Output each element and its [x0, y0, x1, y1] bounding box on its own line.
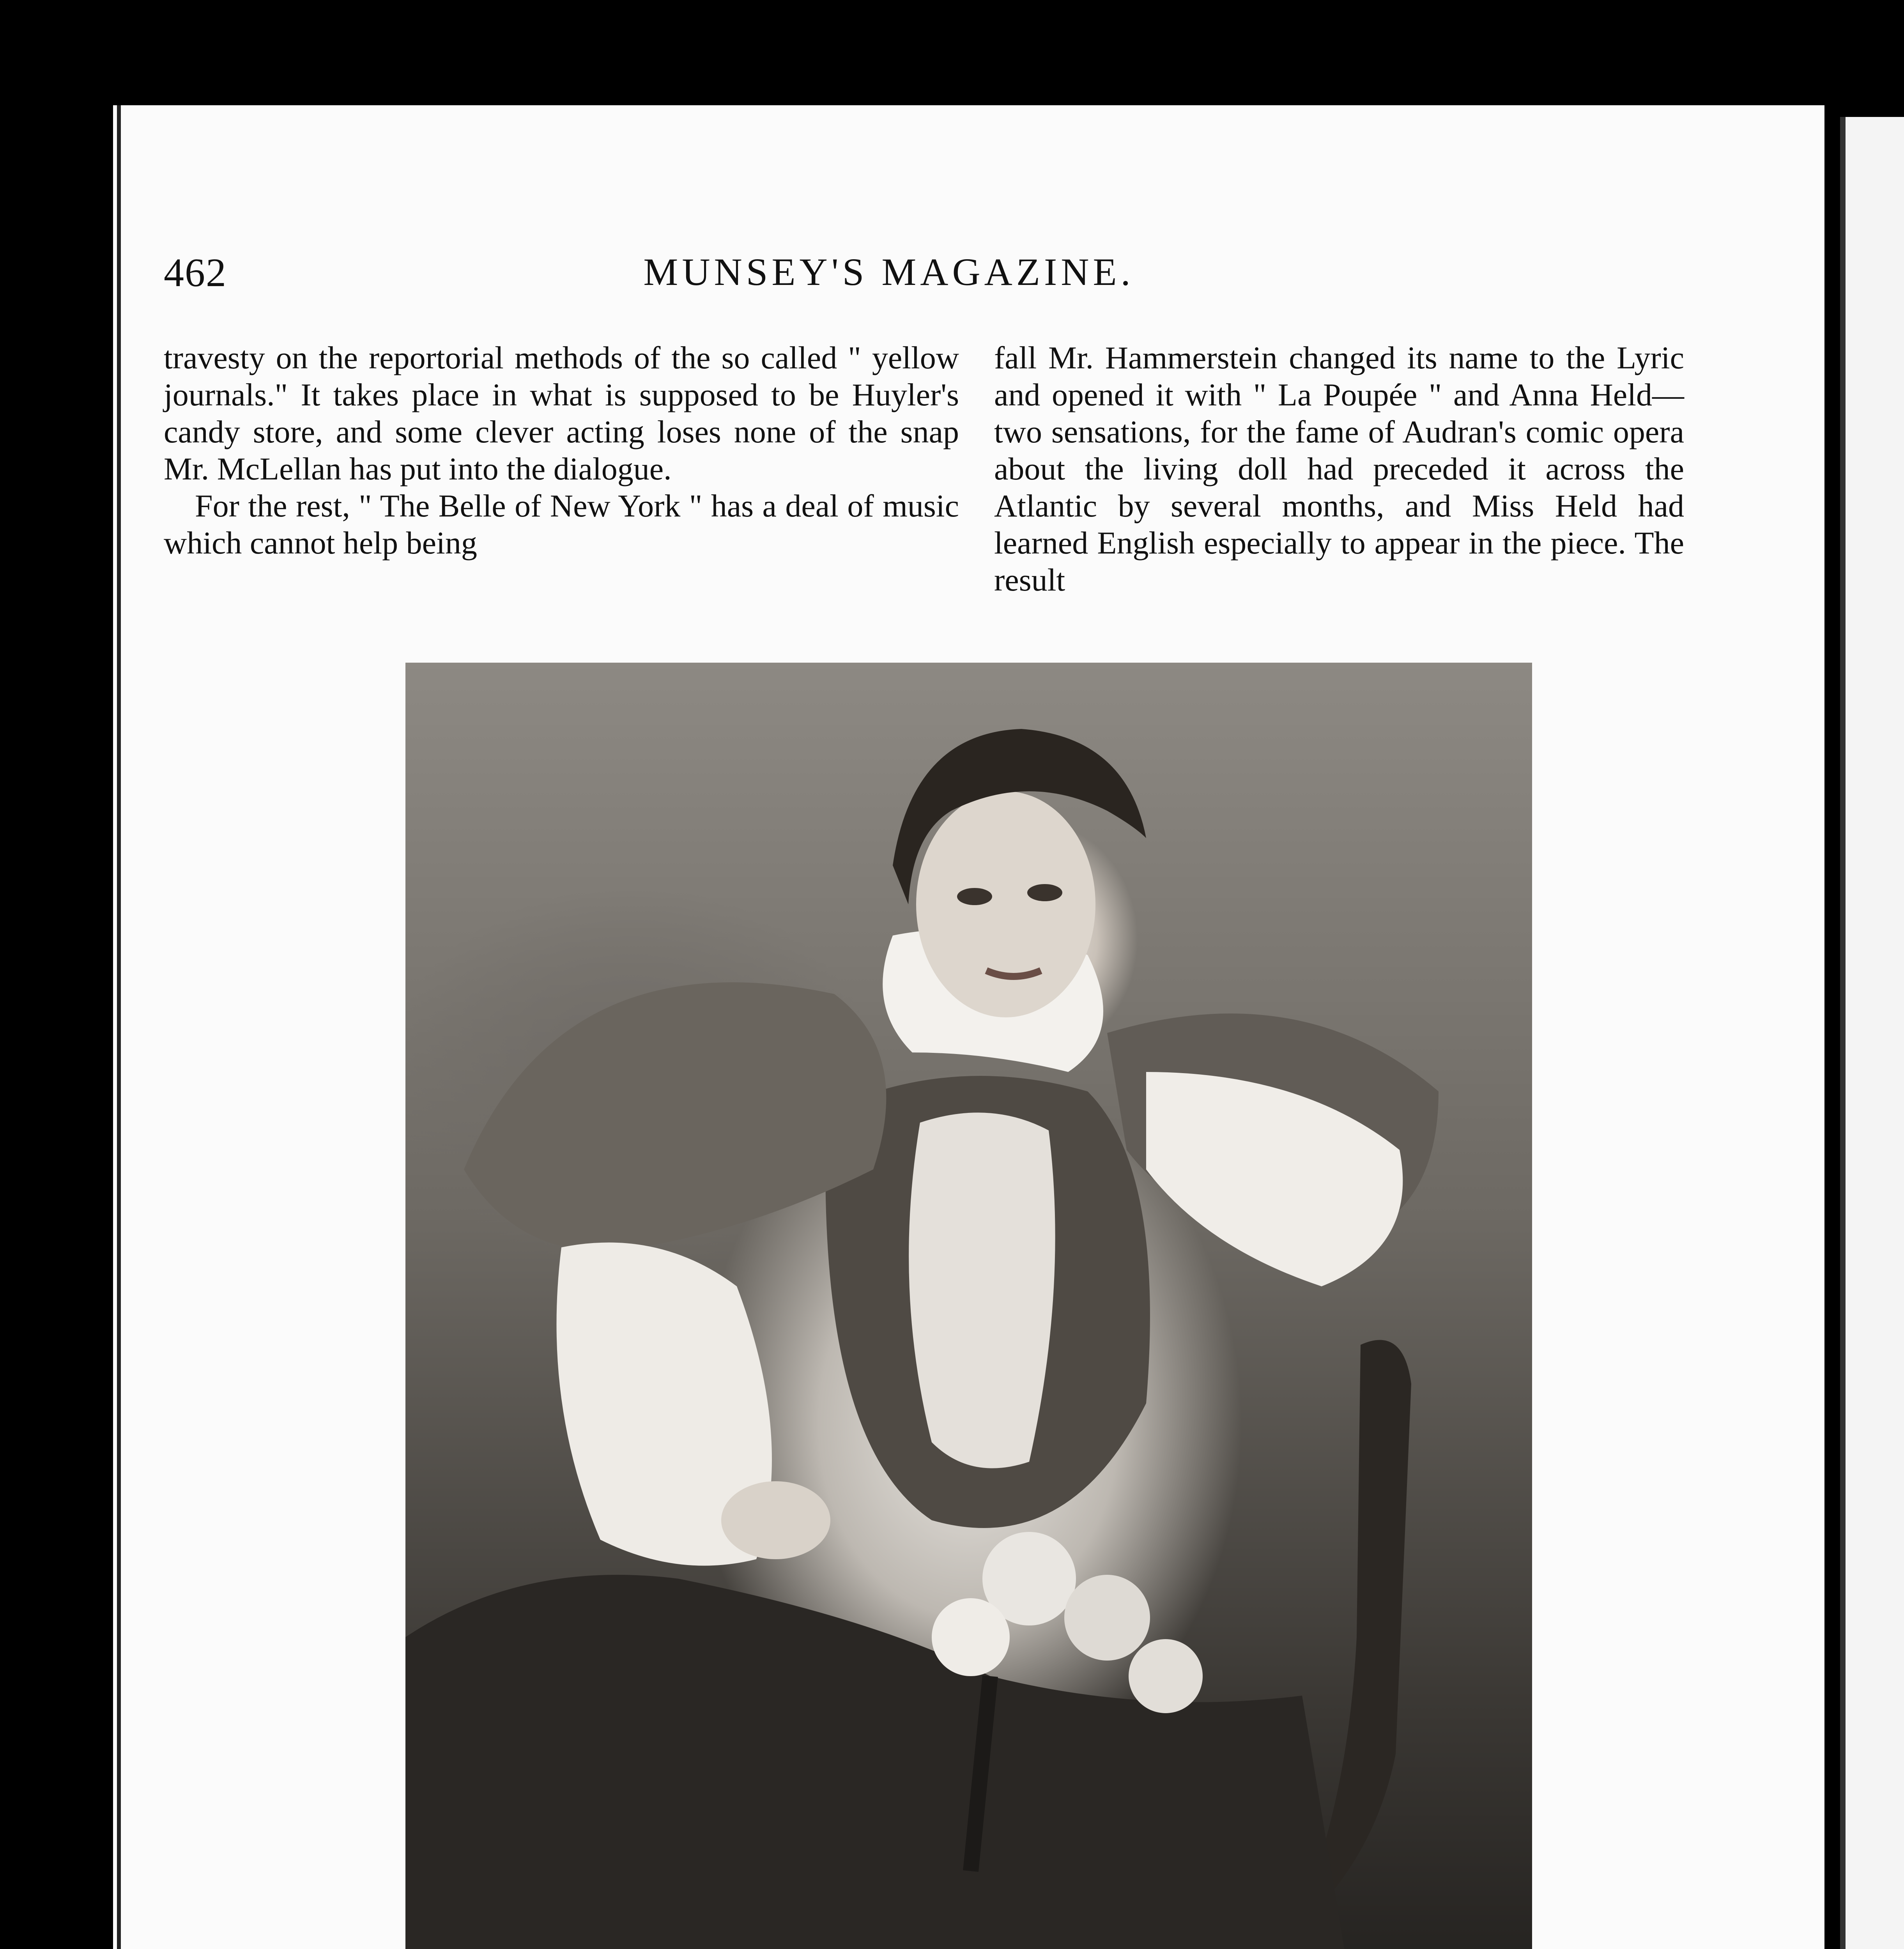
- left-puffed-sleeve: [464, 982, 886, 1250]
- top-left-column: [164, 339, 959, 561]
- portrait-photograph: [405, 663, 1532, 1949]
- flower: [1064, 1575, 1150, 1661]
- flower: [1129, 1639, 1203, 1713]
- flower: [932, 1598, 1010, 1676]
- page-gutter-line: [117, 105, 121, 1949]
- paragraph: travesty on the reportorial methods of the so called " yellow journals." It takes place in what is supposed to be Huyler's candy store, and some clever acting loses none of the snap Mr. McLellan has put into the dialogue.: [164, 340, 959, 486]
- right-eye: [1027, 884, 1062, 901]
- paragraph: fall Mr. Hammerstein changed its name to the Lyric and opened it with " La Poupée " and Anna Held—two sensations, for the fame of Audran's comic opera about the living doll had preceded it across the Atlantic by several months, and Miss Held had learned English especially to appear in the piece. The result: [994, 340, 1684, 598]
- dress-skirt: [405, 1575, 1361, 1949]
- running-head: [164, 249, 1614, 304]
- magazine-title: MUNSEY'S MAGAZINE.: [643, 250, 1134, 294]
- portrait-photograph-drawing: [405, 663, 1532, 1949]
- next-page-edge: [1840, 117, 1904, 1949]
- top-right-column: [994, 339, 1684, 598]
- left-eye: [957, 888, 992, 905]
- hand: [721, 1481, 830, 1559]
- blouse-front: [909, 1112, 1055, 1468]
- paragraph: For the rest, " The Belle of New York " has a deal of music which cannot help being: [164, 488, 959, 561]
- face: [916, 791, 1095, 1017]
- page-number: 462: [164, 250, 227, 295]
